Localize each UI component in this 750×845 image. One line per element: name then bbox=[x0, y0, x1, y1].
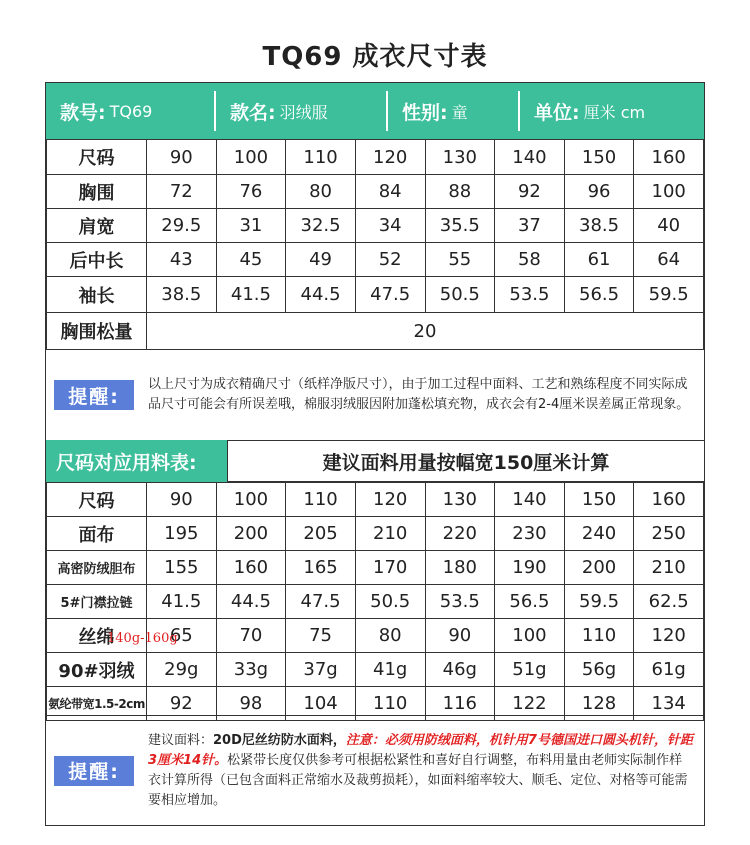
gender-label: 性别: bbox=[402, 101, 448, 124]
size-table-row-label: 肩宽 bbox=[47, 209, 147, 243]
size-table-cell: 160 bbox=[634, 140, 704, 175]
material-table-row bbox=[47, 517, 704, 551]
size-chart-frame bbox=[45, 82, 705, 826]
material-table-cell: 50.5 bbox=[355, 585, 425, 619]
size-table-row bbox=[47, 243, 704, 277]
size-table-cell: 72 bbox=[147, 175, 217, 209]
material-table-cell: 46g bbox=[425, 653, 495, 687]
size-table-row-label: 袖长 bbox=[47, 277, 147, 313]
material-table-cell: 120 bbox=[634, 619, 704, 653]
material-table-cell: 130 bbox=[425, 483, 495, 517]
size-table-cell: 56.5 bbox=[564, 277, 634, 313]
reminder2-text-a: 建议面料： bbox=[148, 732, 214, 748]
material-table-cell: 56.5 bbox=[495, 585, 565, 619]
material-table-cell: 110 bbox=[564, 619, 634, 653]
size-table bbox=[46, 139, 704, 350]
size-table-cell: 40 bbox=[634, 209, 704, 243]
material-table-cell: 33g bbox=[216, 653, 286, 687]
material-table-row bbox=[47, 653, 704, 687]
size-table-cell: 41.5 bbox=[216, 277, 286, 313]
ease-label: 胸围松量 bbox=[47, 313, 147, 350]
material-table-cell: 90 bbox=[147, 483, 217, 517]
size-table-cell: 80 bbox=[286, 175, 356, 209]
material-table-cell: 160 bbox=[634, 483, 704, 517]
material-table-cell: 122 bbox=[495, 687, 565, 721]
size-table-cell: 84 bbox=[355, 175, 425, 209]
material-table-cell: 210 bbox=[634, 551, 704, 585]
material-table-cell: 200 bbox=[216, 517, 286, 551]
reminder2-text-b: 20D尼丝纺防水面料， bbox=[213, 732, 346, 748]
reminder-badge-1: 提醒: bbox=[54, 380, 134, 410]
material-table-row-label: 高密防绒胆布 bbox=[47, 551, 147, 585]
material-table-cell: 47.5 bbox=[286, 585, 356, 619]
size-table-row bbox=[47, 209, 704, 243]
size-table-cell: 38.5 bbox=[147, 277, 217, 313]
unit-label: 单位: bbox=[534, 101, 580, 124]
material-table-cell: 160 bbox=[216, 551, 286, 585]
size-table-row-label: 胸围 bbox=[47, 175, 147, 209]
size-table-cell: 61 bbox=[564, 243, 634, 277]
material-table-cell: 205 bbox=[286, 517, 356, 551]
material-table-cell: 140 bbox=[495, 483, 565, 517]
material-table-cell: 170 bbox=[355, 551, 425, 585]
material-table-row-label: 90#羽绒 bbox=[47, 653, 147, 687]
material-section-title: 尺码对应用料表: bbox=[46, 440, 228, 482]
size-table-row-label: 尺码 bbox=[47, 140, 147, 175]
ease-row bbox=[47, 313, 704, 350]
size-table-row-label: 后中长 bbox=[47, 243, 147, 277]
size-table-cell: 47.5 bbox=[355, 277, 425, 313]
size-table-cell: 110 bbox=[286, 140, 356, 175]
header-bar bbox=[46, 83, 704, 139]
material-table-cell: 230 bbox=[495, 517, 565, 551]
material-table-cell: 98 bbox=[216, 687, 286, 721]
material-table-row bbox=[47, 483, 704, 517]
material-table-cell: 100 bbox=[216, 483, 286, 517]
gender-cell bbox=[388, 91, 520, 131]
material-table-cell: 62.5 bbox=[634, 585, 704, 619]
size-table-cell: 59.5 bbox=[634, 277, 704, 313]
silk-range-note: 140g-160g bbox=[107, 631, 178, 646]
material-table-cell: 75 bbox=[286, 619, 356, 653]
size-table-cell: 55 bbox=[425, 243, 495, 277]
material-table-cell: 155 bbox=[147, 551, 217, 585]
size-table-cell: 53.5 bbox=[495, 277, 565, 313]
material-table-row-label: 尺码 bbox=[47, 483, 147, 517]
size-table-cell: 31 bbox=[216, 209, 286, 243]
material-table-cell: 92 bbox=[147, 687, 217, 721]
material-table-cell: 195 bbox=[147, 517, 217, 551]
material-table-cell: 41.5 bbox=[147, 585, 217, 619]
size-table-cell: 96 bbox=[564, 175, 634, 209]
style-name-value: 羽绒服 bbox=[279, 102, 328, 122]
size-table-row bbox=[47, 277, 704, 313]
size-table-cell: 38.5 bbox=[564, 209, 634, 243]
reminder2-text-red: 注意：必须用防绒面料，机针用7号德国进口圆头机针，针距3厘米14针。 bbox=[148, 732, 693, 768]
size-table-cell: 34 bbox=[355, 209, 425, 243]
material-table-row-label: 5#门襟拉链 bbox=[47, 585, 147, 619]
material-table-row-label: 氨纶带宽1.5-2cm bbox=[47, 687, 147, 721]
size-table-row bbox=[47, 175, 704, 209]
reminder-box-1 bbox=[46, 349, 704, 440]
size-table-cell: 64 bbox=[634, 243, 704, 277]
size-table-cell: 29.5 bbox=[147, 209, 217, 243]
material-table-cell: 128 bbox=[564, 687, 634, 721]
material-table-cell: 120 bbox=[355, 483, 425, 517]
material-table-cell: 150 bbox=[564, 483, 634, 517]
material-table-cell: 190 bbox=[495, 551, 565, 585]
material-table-row bbox=[47, 585, 704, 619]
material-table-cell: 110 bbox=[355, 687, 425, 721]
unit-cell bbox=[520, 91, 704, 131]
material-table-cell: 200 bbox=[564, 551, 634, 585]
size-table-cell: 100 bbox=[634, 175, 704, 209]
size-table-cell: 44.5 bbox=[286, 277, 356, 313]
reminder-text-2 bbox=[134, 731, 704, 811]
material-table-cell: 65 bbox=[147, 619, 217, 653]
style-no-cell bbox=[46, 91, 216, 131]
size-table-cell: 49 bbox=[286, 243, 356, 277]
material-calc-note: 建议面料用量按幅宽150厘米计算 bbox=[322, 451, 610, 474]
size-table-cell: 140 bbox=[495, 140, 565, 175]
size-table-cell: 58 bbox=[495, 243, 565, 277]
material-table-cell: 53.5 bbox=[425, 585, 495, 619]
material-table-cell: 41g bbox=[355, 653, 425, 687]
size-table-cell: 35.5 bbox=[425, 209, 495, 243]
material-table-cell: 240 bbox=[564, 517, 634, 551]
material-table-cell: 70 bbox=[216, 619, 286, 653]
material-table-cell: 210 bbox=[355, 517, 425, 551]
reminder2-text-c: 松紧带长度仅供参考可根据松紧性和喜好自行调整，布料用量由老师实际制作样衣计算所得（已包含面料正常缩水及裁剪损耗），如面料缩率较大、顺毛、定位、对格等可能需要相应增加。 bbox=[148, 752, 688, 808]
material-table-cell: 100 bbox=[495, 619, 565, 653]
style-name-label: 款名: bbox=[230, 101, 276, 124]
size-table-cell: 52 bbox=[355, 243, 425, 277]
material-table-cell: 56g bbox=[564, 653, 634, 687]
material-table-row-label: 丝绵 bbox=[47, 619, 147, 653]
reminder-box-2 bbox=[46, 715, 704, 825]
material-table-row bbox=[47, 551, 704, 585]
style-name-cell bbox=[216, 91, 388, 131]
material-table-cell: 180 bbox=[425, 551, 495, 585]
material-table-cell: 37g bbox=[286, 653, 356, 687]
style-no-value: TQ69 bbox=[109, 101, 153, 121]
material-table-cell: 51g bbox=[495, 653, 565, 687]
size-table-cell: 37 bbox=[495, 209, 565, 243]
material-section-header bbox=[46, 440, 704, 482]
material-table-cell: 116 bbox=[425, 687, 495, 721]
material-table-cell: 250 bbox=[634, 517, 704, 551]
size-table-cell: 150 bbox=[564, 140, 634, 175]
size-table-cell: 43 bbox=[147, 243, 217, 277]
material-table-cell: 59.5 bbox=[564, 585, 634, 619]
page-title: TQ69 成衣尺寸表 bbox=[262, 42, 488, 72]
size-table-cell: 45 bbox=[216, 243, 286, 277]
material-table-cell: 61g bbox=[634, 653, 704, 687]
material-table-cell: 165 bbox=[286, 551, 356, 585]
material-table-cell: 104 bbox=[286, 687, 356, 721]
size-table-cell: 32.5 bbox=[286, 209, 356, 243]
material-table-cell: 44.5 bbox=[216, 585, 286, 619]
material-table bbox=[46, 482, 704, 721]
material-table-row-label: 面布 bbox=[47, 517, 147, 551]
material-table-cell: 29g bbox=[147, 653, 217, 687]
size-table-cell: 76 bbox=[216, 175, 286, 209]
ease-value: 20 bbox=[147, 313, 704, 350]
size-table-cell: 100 bbox=[216, 140, 286, 175]
material-table-cell: 220 bbox=[425, 517, 495, 551]
gender-value: 童 bbox=[451, 102, 468, 122]
size-table-cell: 50.5 bbox=[425, 277, 495, 313]
reminder-text-1: 以上尺寸为成衣精确尺寸（纸样净版尺寸），由于加工过程中面料、工艺和熟练程度不同实际成品尺寸可能会有所误差哦，棉服羽绒服因附加蓬松填充物，成衣会有2-4厘米误差属正常现象。 bbox=[148, 377, 690, 412]
material-table-cell: 90 bbox=[425, 619, 495, 653]
material-table-cell: 80 bbox=[355, 619, 425, 653]
material-table-row bbox=[47, 619, 704, 653]
size-table-cell: 92 bbox=[495, 175, 565, 209]
material-table-cell: 110 bbox=[286, 483, 356, 517]
size-table-cell: 120 bbox=[355, 140, 425, 175]
reminder-badge-2: 提醒: bbox=[54, 756, 134, 786]
size-table-cell: 130 bbox=[425, 140, 495, 175]
unit-value: 厘米 cm bbox=[583, 102, 646, 122]
material-table-cell: 134 bbox=[634, 687, 704, 721]
size-table-cell: 90 bbox=[147, 140, 217, 175]
size-table-row bbox=[47, 140, 704, 175]
size-table-cell: 88 bbox=[425, 175, 495, 209]
style-no-label: 款号: bbox=[60, 101, 106, 124]
